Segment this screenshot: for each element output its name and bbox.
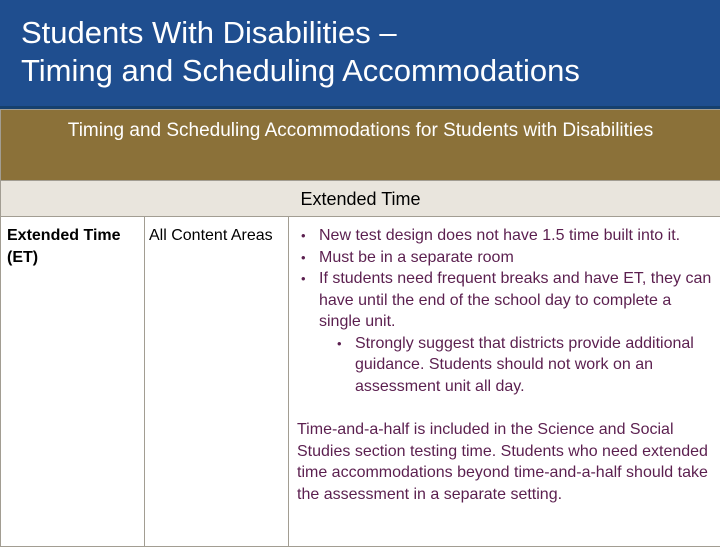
sub-bullet-item: • Strongly suggest that districts provide additional guidance. Students should not work on an assessment unit all day. [297,333,716,398]
sub-bullet-list [297,333,716,398]
bullet-item-text: If students need frequent breaks and have ET, they can have until the end of the school day to complete a single unit. [319,270,711,330]
table-header-row [1,110,720,181]
accommodations-table [0,109,720,547]
section-row [1,181,720,217]
bullet-item: • New test design does not have 1.5 time built into it. [297,225,716,247]
slide-title [0,0,720,106]
bullet-list [297,225,716,333]
slide-title-line-1: Students With Disabilities – [21,14,720,52]
table-header: Timing and Scheduling Accommodations for Students with Disabilities [1,110,720,181]
content-areas-cell: All Content Areas [145,217,289,547]
slide-title-line-2: Timing and Scheduling Accommodations [21,52,720,90]
table-row [1,217,720,547]
description-cell [289,217,720,547]
section-title: Extended Time [1,181,720,217]
accommodation-cell: Extended Time (ET) [1,217,145,547]
bullet-item [297,268,716,333]
bullet-item: • Must be in a separate room [297,247,716,269]
extended-time-note: Time-and-a-half is included in the Science and Social Studies section testing time. Students who need extended time accommodations beyond time-and-a-half should take the assessment in a separate setting. [297,419,716,505]
